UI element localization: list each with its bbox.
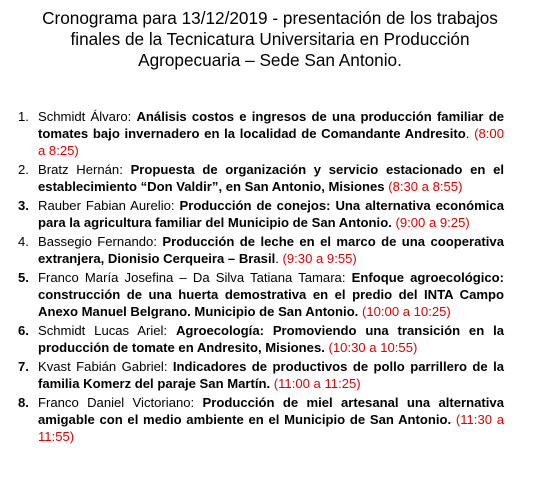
item-number: 8. — [18, 395, 29, 410]
item-author: Franco Daniel Victoriano: — [38, 395, 203, 410]
item-author: Rauber Fabian Aurelio: — [38, 198, 180, 213]
item-title: Análisis costos e ingresos de una producción familiar de tomates bajo invernadero en la localidad de Comandante Andresito — [38, 109, 504, 141]
document-title — [0, 8, 540, 71]
item-time: (10:00 a 10:25) — [361, 304, 451, 319]
item-title: Enfoque agroecológico: construcción de una huerta demostrativa en el predio del INTA Campo Anexo Manuel Belgrano. Municipio de San Antonio. — [38, 270, 504, 319]
item-time: (10:30 a 10:55) — [328, 340, 418, 355]
schedule-item-6 — [0, 322, 540, 356]
item-number: 4. — [18, 234, 29, 249]
schedule-list — [0, 108, 540, 447]
schedule-item-1 — [0, 108, 540, 159]
item-separator: . — [465, 126, 475, 141]
schedule-item-3 — [0, 197, 540, 231]
schedule-item-8 — [0, 394, 540, 445]
item-number: 5. — [18, 270, 29, 285]
title-line-1: Cronograma para 13/12/2019 - presentación de los trabajos — [42, 8, 498, 28]
item-title: Producción de leche en el marco de una cooperativa extranjera, Dionisio Cerqueira – Brasil — [38, 234, 504, 266]
item-separator: . — [275, 251, 283, 266]
item-number: 3. — [18, 198, 29, 213]
item-author: Franco María Josefina – Da Silva Tatiana Tamara: — [38, 270, 352, 285]
item-time: (9:00 a 9:25) — [395, 215, 470, 230]
schedule-item-4 — [0, 233, 540, 267]
item-author: Kvast Fabián Gabriel: — [38, 359, 173, 374]
schedule-item-7 — [0, 358, 540, 392]
item-author: Schmidt Lucas Ariel: — [38, 323, 176, 338]
item-author: Bassegio Fernando: — [38, 234, 163, 249]
item-time: (8:30 a 8:55) — [388, 179, 463, 194]
item-author: Schmidt Álvaro: — [38, 109, 137, 124]
item-title: Producción de conejos: Una alternativa económica para la agricultura familiar del Municipio de San Antonio. — [38, 198, 504, 230]
item-title: Indicadores de productivos de pollo parrillero de la familia Komerz del paraje San Martín. — [38, 359, 504, 391]
item-number: 6. — [18, 323, 29, 338]
item-title: Propuesta de organización y servicio estacionado en el establecimiento “Don Valdir”, en San Antonio, Misiones — [38, 162, 505, 194]
item-title: Agroecología: Promoviendo una transición en la producción de tomate en Andresito, Misiones. — [38, 323, 504, 355]
item-title: Producción de miel artesanal una alternativa amigable con el medio ambiente en el Municipio de San Antonio. — [38, 395, 504, 427]
schedule-item-2 — [0, 161, 540, 195]
schedule-item-5 — [0, 269, 540, 320]
title-line-2: finales de la Tecnicatura Universitaria en Producción — [70, 29, 470, 49]
item-time: (11:30 a 11:55) — [38, 412, 504, 444]
item-number: 7. — [18, 359, 29, 374]
item-time: (8:00 a 8:25) — [38, 126, 504, 158]
item-number: 2. — [18, 162, 29, 177]
item-time: (11:00 a 11:25) — [273, 376, 361, 391]
item-author: Bratz Hernán: — [38, 162, 131, 177]
item-number: 1. — [18, 109, 29, 124]
item-time: (9:30 a 9:55) — [282, 251, 357, 266]
title-line-3: Agropecuaria – Sede San Antonio. — [138, 50, 402, 70]
